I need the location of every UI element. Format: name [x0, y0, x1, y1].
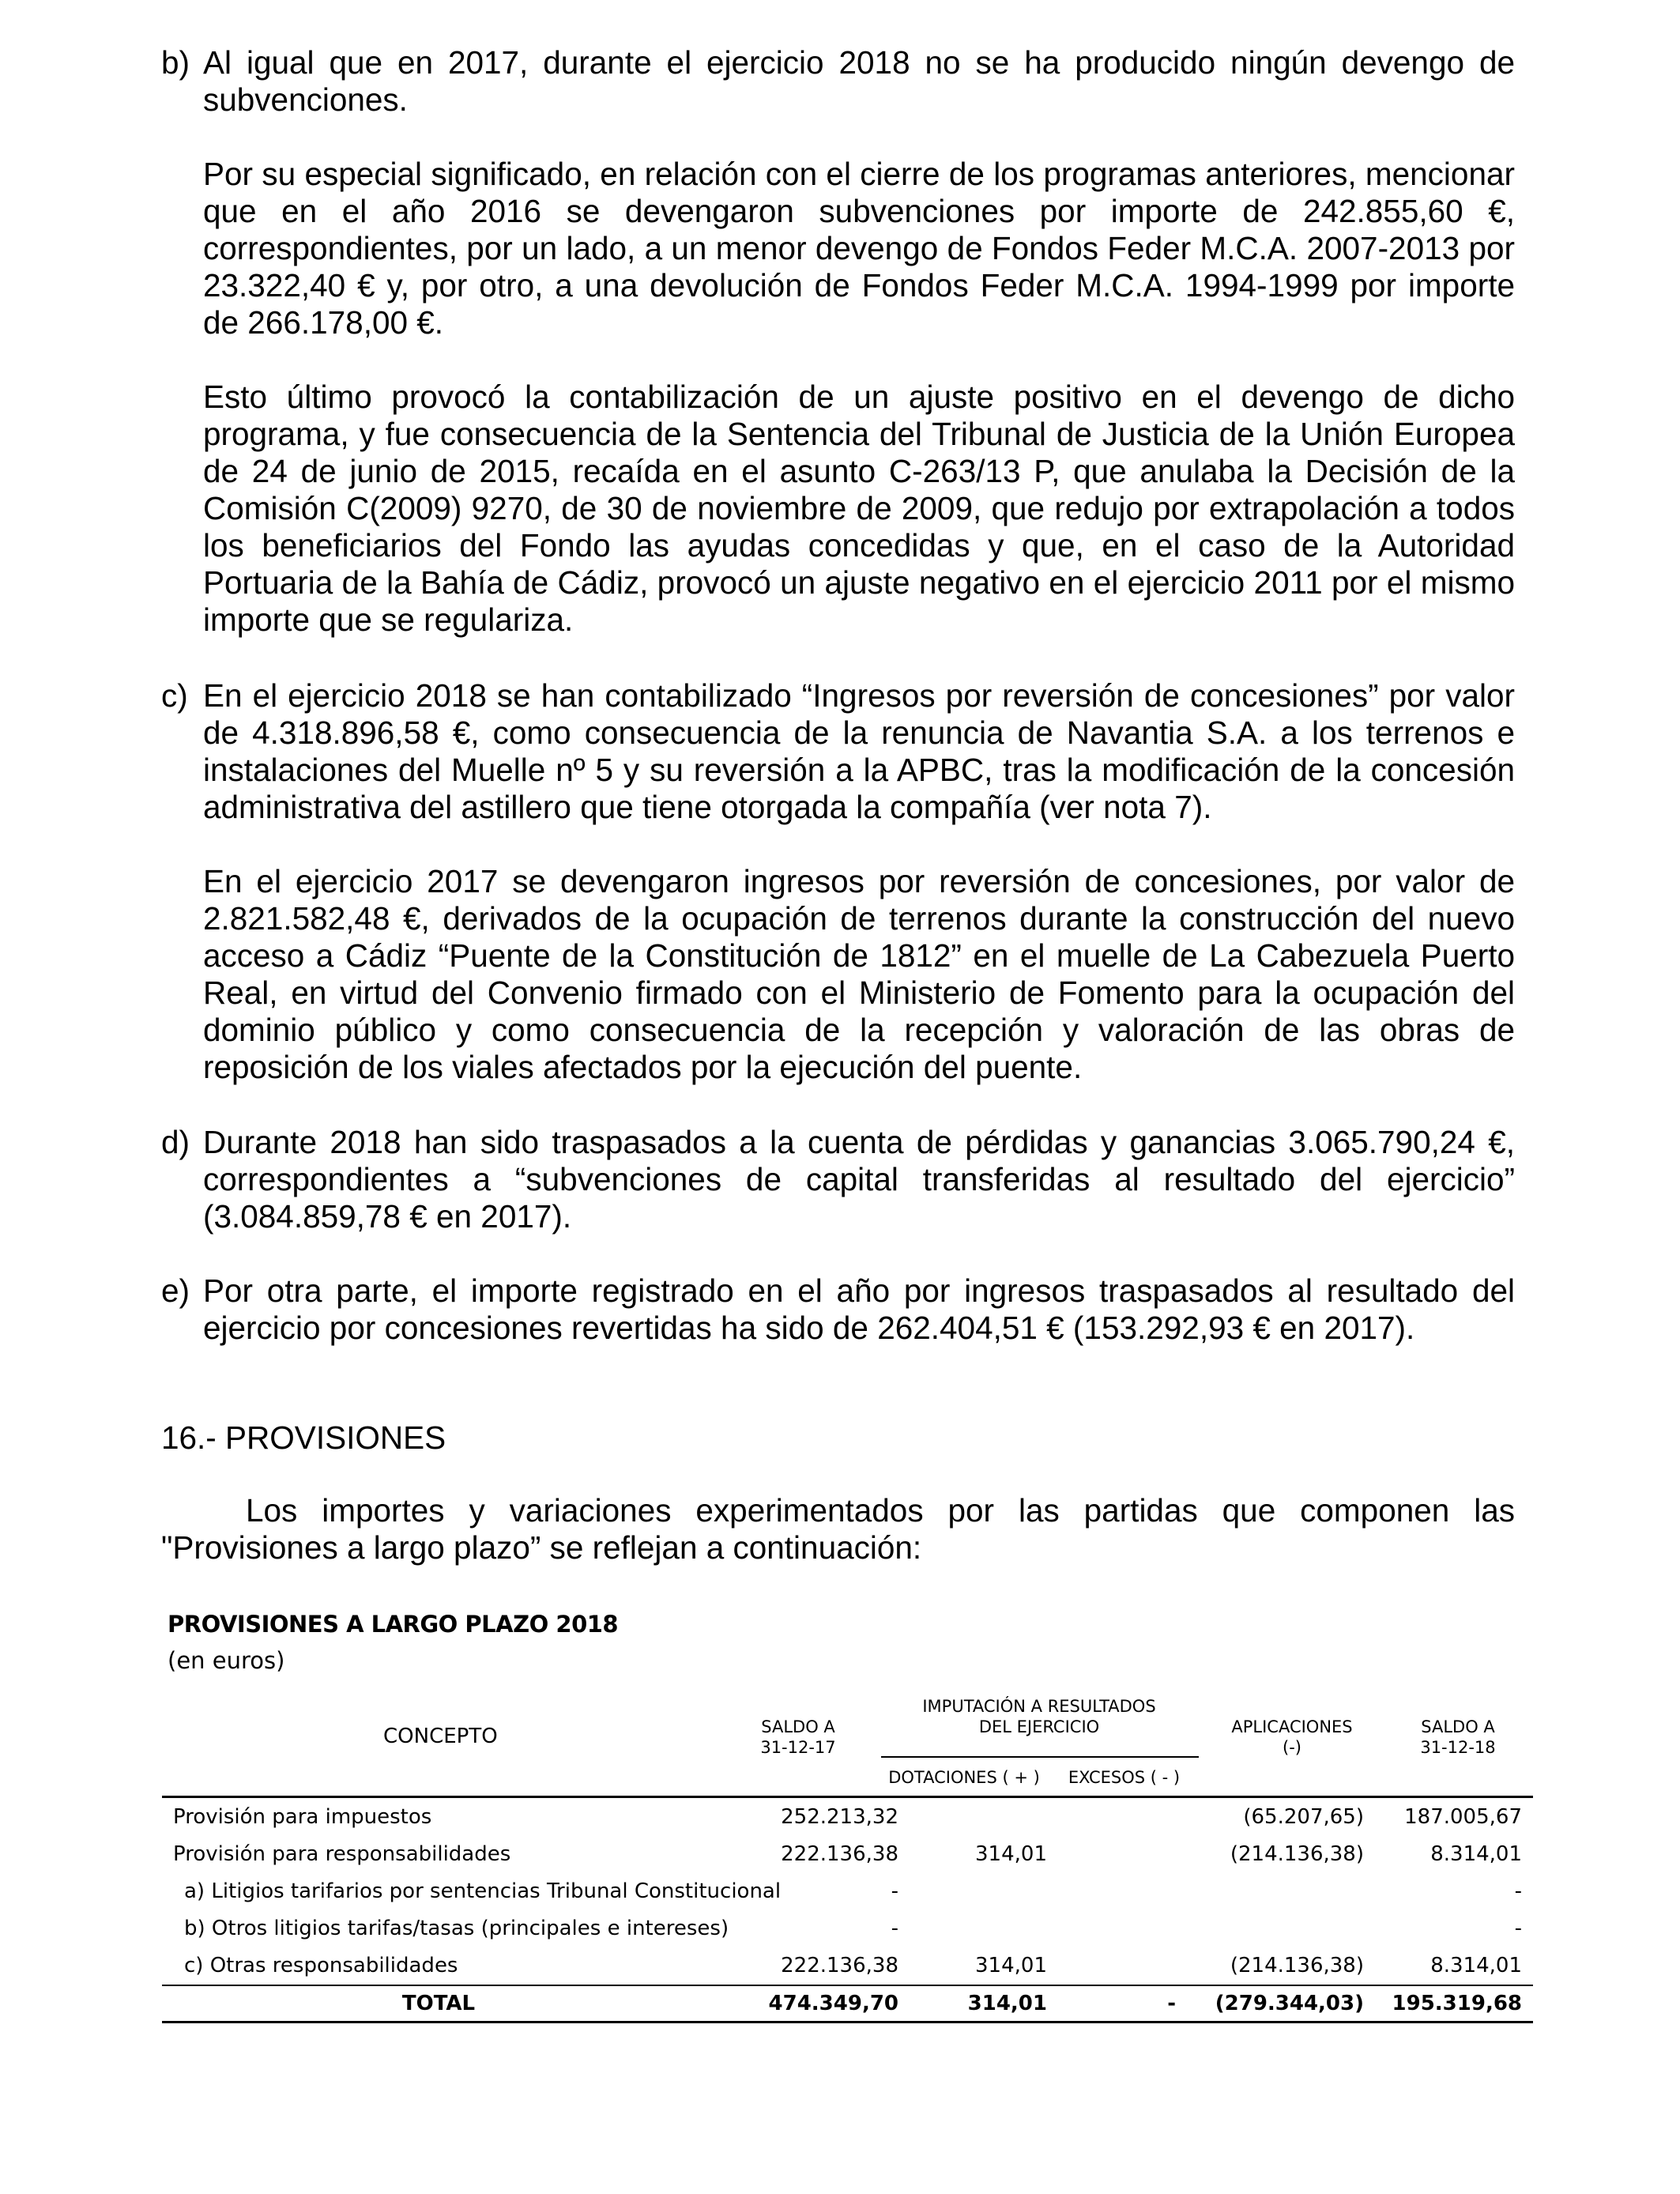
paragraph: Por otra parte, el importe registrado en el año por ingresos traspasados al resultado del ejercicio por concesiones revertidas ha sido de 262.404,51 € (153.292,93 € en 2017). — [203, 1272, 1515, 1346]
table-row: Provisión para impuestos 252.213,32 (65.207,65) 187.005,67 — [173, 1805, 1522, 1829]
item-marker: d) — [161, 1124, 190, 1160]
table-row: a) Litigios tarifarios por sentencias Tribunal Constitucional - - — [184, 1879, 1522, 1903]
total-bottom-rule — [162, 2021, 1533, 2023]
paragraph: Al igual que en 2017, durante el ejercicio 2018 no se ha producido ningún devengo de subvenciones. — [203, 44, 1515, 118]
item-marker: b) — [161, 44, 190, 81]
paragraph: Esto último provocó la contabilización de un ajuste positivo en el devengo de dicho programa, y fue consecuencia de la Sentencia del Tribunal de Justicia de la Unión Europea de 24 de junio de 2015, recaída en el asunto C-263/13 P, que anulaba la Decisión de la Comisión C(2009) 9270, de 30 de noviembre de 2009, que redujo por extrapolación a todos los beneficiarios del Fondo las ayudas concedidas y que, en el caso de la Autoridad Portuaria de la Bahía de Cádiz, provocó un ajuste negativo en el ejercicio 2011 por el mismo importe que se regulariza. — [203, 379, 1515, 638]
item-marker: e) — [161, 1272, 190, 1309]
header-saldo-fin: SALDO A 31-12-18 — [1420, 1717, 1496, 1757]
item-b — [161, 44, 1515, 639]
header-rule — [881, 1756, 1199, 1758]
header-saldo-ini: SALDO A 31-12-17 — [760, 1717, 836, 1757]
paragraph: Por su especial significado, en relación con el cierre de los programas anteriores, mencionar que en el año 2016 se devengaron subvenciones por importe de 242.855,60 €, correspondientes, por un lado, a un menor devengo de Fondos Feder M.C.A. 2007-2013 por 23.322,40 € y, por otro, a una devolución de Fondos Feder M.C.A. 1994-1999 por importe de 266.178,00 €. — [203, 156, 1515, 341]
item-c — [161, 677, 1515, 1086]
table-row: Provisión para responsabilidades 222.136,38 314,01 (214.136,38) 8.314,01 — [173, 1842, 1522, 1866]
header-excesos: EXCESOS ( - ) — [1068, 1768, 1181, 1787]
paragraph: En el ejercicio 2017 se devengaron ingresos por reversión de concesiones, por valor de 2.821.582,48 €, derivados de la ocupación de terrenos durante la construcción del nuevo acceso a Cádiz “Puente de la Constitución de 1812” en el muelle de La Cabezuela Puerto Real, en virtud del Convenio firmado con el Ministerio de Fomento para la ocupación del dominio público y como consecuencia de la recepción y valoración de las obras de reposición de los viales afectados por la ejecución del puente. — [203, 863, 1515, 1085]
table-row: b) Otros litigios tarifas/tasas (principales e intereses) - - — [184, 1917, 1522, 1940]
item-d — [161, 1124, 1515, 1235]
item-marker: c) — [161, 677, 188, 714]
table-total-row: TOTAL 474.349,70 314,01 - (279.344,03) 195.319,68 — [401, 1992, 1522, 2015]
item-e — [161, 1272, 1515, 1347]
header-imputacion: IMPUTACIÓN A RESULTADOS DEL EJERCICIO — [922, 1697, 1156, 1736]
paragraph: En el ejercicio 2018 se han contabilizado “Ingresos por reversión de concesiones” por valor de 4.318.896,58 €, como consecuencia de la renuncia de Navantia S.A. a los terrenos e instalaciones del Muelle nº 5 y su reversión a la APBC, tras la modificación de la concesión administrativa del astillero que tiene otorgada la compañía (ver nota 7). — [203, 677, 1515, 825]
section-intro: Los importes y variaciones experimentados por las partidas que componen las "Provisiones a largo plazo” se reflejan a continuación: — [161, 1492, 1515, 1566]
provisions-table — [162, 1690, 1533, 2022]
header-bottom-rule — [162, 1796, 1533, 1798]
table-row: c) Otras responsabilidades 222.136,38 314,01 (214.136,38) 8.314,01 — [184, 1954, 1522, 1977]
header-concepto: CONCEPTO — [383, 1725, 498, 1748]
header-aplicaciones: APLICACIONES (-) — [1231, 1717, 1353, 1757]
header-dotaciones: DOTACIONES ( + ) — [888, 1768, 1040, 1787]
paragraph: Durante 2018 han sido traspasados a la cuenta de pérdidas y ganancias 3.065.790,24 €, correspondientes a “subvenciones de capital transferidas al resultado del ejercicio” (3.084.859,78 € en 2017). — [203, 1124, 1515, 1235]
section-heading: 16.- PROVISIONES — [161, 1419, 446, 1456]
table-unit: (en euros) — [168, 1647, 285, 1674]
table-title: PROVISIONES A LARGO PLAZO 2018 — [168, 1611, 619, 1638]
